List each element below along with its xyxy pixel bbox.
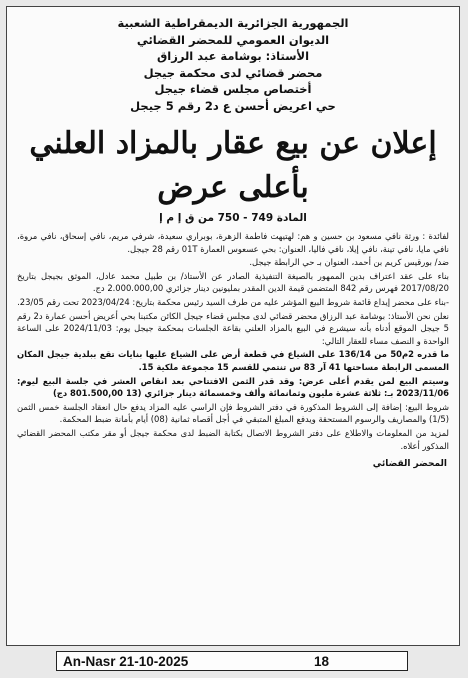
filing-paragraph: -بناء على محضر إيداع قائمة شروط البيع المؤشر عليه من طرف السيد رئيس محكمة بتاريخ: 2023/04/24 تحت رقم 23/05. xyxy=(17,296,449,307)
announcement-page xyxy=(6,6,460,646)
announcement-title: إعلان عن بيع عقار بالمزاد العلني xyxy=(29,126,437,161)
bailiff-name: الأستاذ: بوشامة عبد الرزاق xyxy=(156,49,310,63)
beneficiaries-paragraph: لفائدة : ورثة نافي مسعود بن حسين و هم: لهتيهت فاطمة الزهرة، بوبراري سعيدة، شرفي مريم، نافي إسحاق، نافي مروة، نافي مايا، نافي تينة، نافي إيلا، نافي فاليا، العنوان: بحي عسعوس العمارة 01T رقم 28 جيجل. xyxy=(17,231,449,254)
letterhead xyxy=(7,7,459,114)
newspaper-footer xyxy=(56,651,408,671)
property-paragraph: ما قدره 2م50 من 136/14 على الشياع في قطعة أرض على الشياع عليها بنايات تقع ببلدية جيجل المكان المسمى الرابطة مساحتها 41 آر 83 س تنتمي للقسم 15 مجموعة ملكية 15. xyxy=(17,349,450,372)
auction-notice-paragraph: نعلن نحن الأستاذ: بوشامة عبد الرزاق محضر قضائي لدى مجلس قضاء جيجل الكائن مكتبنا بحي أعريض أحسن عمارة د2 رقم 5 جيجل الموقع أدناه بأنه سيشرع في البيع بالمزاد العلني بقاعة الجلسات بمحكمة جيجل يوم: 2024/11/03 على الساعة الواحدة و النصف مساء للعقار التالي: xyxy=(17,310,449,346)
office-line: الديوان العمومي للمحضر القضائي xyxy=(136,32,330,47)
signature: المحضر القضائي xyxy=(372,459,447,470)
address-line: حي اعريض أحسن ع د2 رقم 5 جيجل xyxy=(130,98,336,113)
court-line: محضر قضائي لدى محكمة جيجل xyxy=(143,65,323,80)
sale-conditions-paragraph: شروط البيع: إضافة إلى الشروط المذكورة في دفتر الشروط فإن الراسي عليه المزاد يدفع حال انعقاد الجلسة خمس الثمن (1/5) والمصاريف والرسوم المستحقة ويدفع المبلغ المتبقي في أجل أقصاه ثمانية (08) أيام بأمانة ضبط المحكمة. xyxy=(17,401,449,425)
newspaper-date: An-Nasr 21-10-2025 xyxy=(63,653,189,669)
debt-deed-paragraph: بناء على عقد اعتراف بدين الممهور بالصيغة التنفيذية الصادر عن الأستاذ/ بن طبيل محمد عادل، الموثق بجيجل بتاريخ 2017/08/20 فهرس رقم 842 المتضمن قيمة الدين المقدر بمليونين دينار جزائري 2.000.000,00 دج. xyxy=(17,270,449,294)
republic-line: الجمهورية الجزائرية الديمقراطية الشعبية xyxy=(117,16,349,30)
page-number: 18 xyxy=(313,653,329,669)
announcement-subtitle: بأعلى عرض xyxy=(157,170,309,205)
jurisdiction-line: أختصاص مجلس قضاء جيجل xyxy=(154,82,312,96)
debtor-paragraph: ضد/ بورقيس كريم بن أحمد، العنوان بـ حي الرابطة جيجل. xyxy=(249,257,449,268)
announcement-body xyxy=(7,226,459,452)
legal-article: المادة 749 - 750 من ق إ م إ xyxy=(159,212,307,224)
opening-price-paragraph: وسيتم البيع لمن يقدم أعلى عرض: وقد قدر الثمن الافتتاحي بعد انقاص العشر في جلسة البيع ليوم: 2023/11/06 بـ: ثلاثة عشرة مليون وثمانمائة وألف وخمسمائة دينار جزائري (13 801.500,00 دج) xyxy=(17,375,449,399)
information-paragraph: لمزيد من المعلومات والاطلاع على دفتر الشروط الاتصال بكتابة الضبط لدى محكمة جيجل أو مقر مكتب المحضر القضائي المذكور أعلاه. xyxy=(17,427,449,451)
